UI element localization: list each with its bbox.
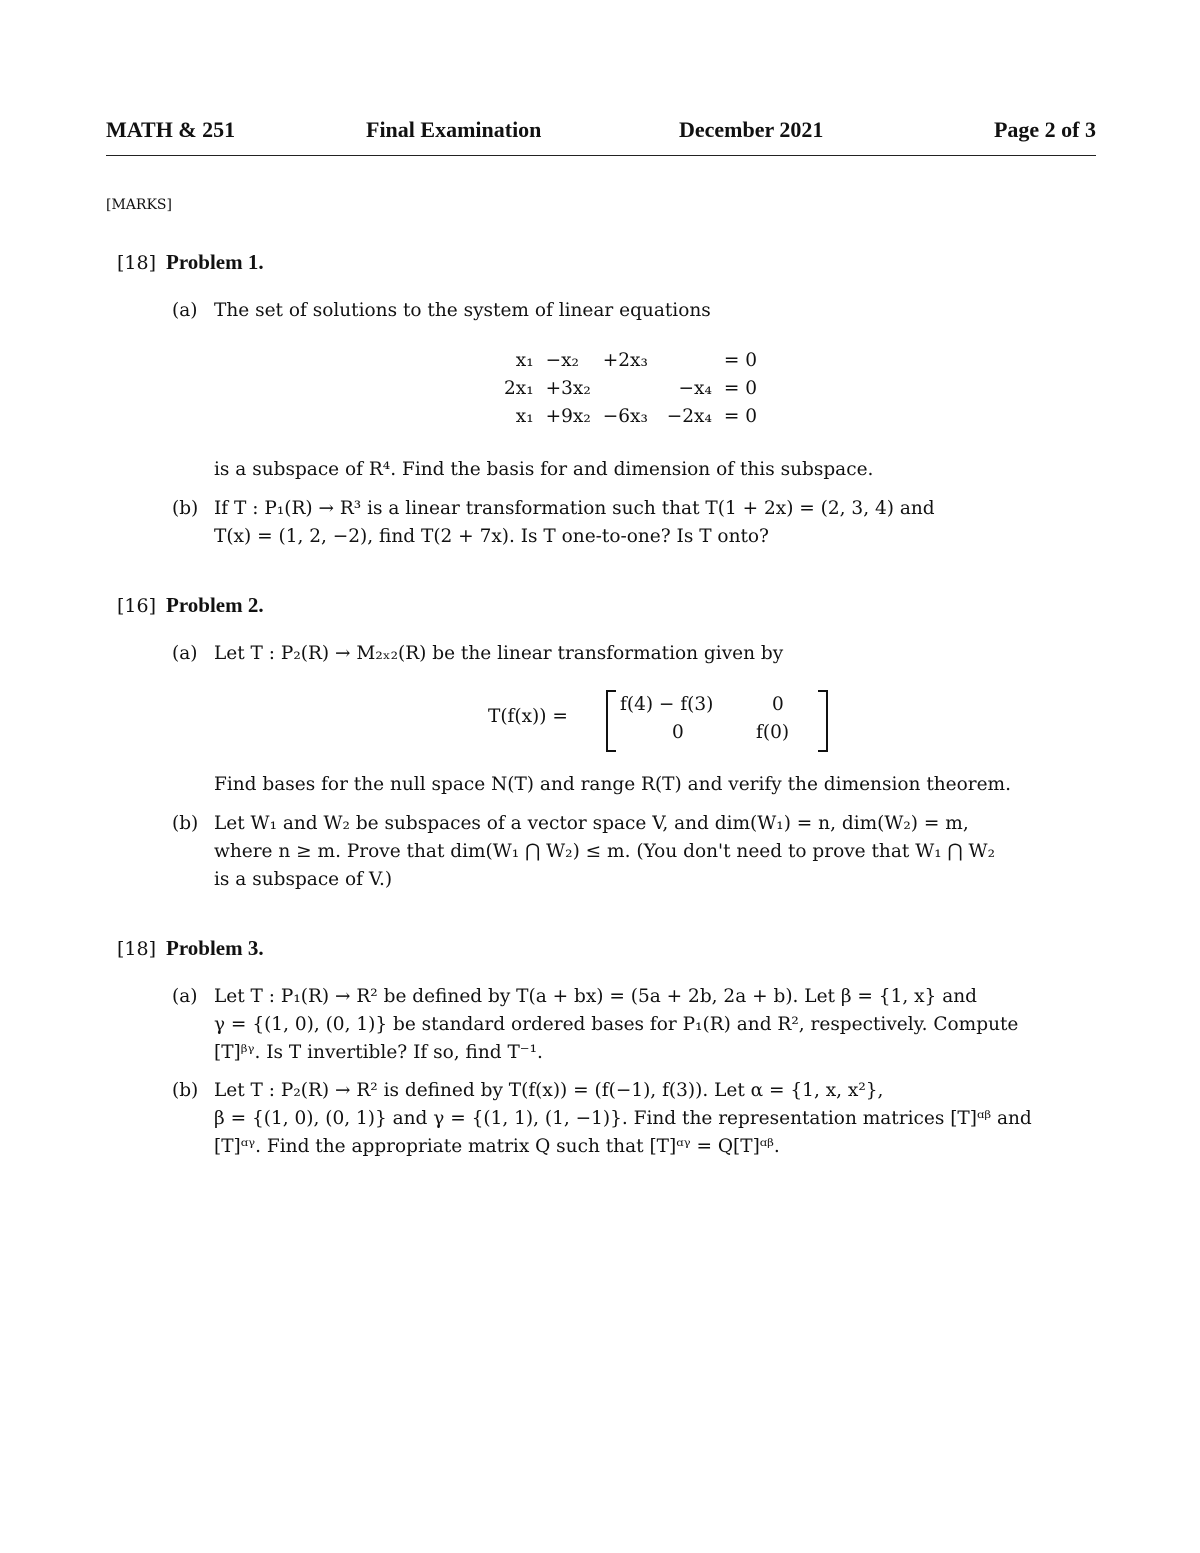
marks-label: [MARKS]: [106, 197, 172, 213]
term: = 0: [723, 405, 758, 427]
problem-2-marks: [16]: [117, 595, 157, 617]
matrix-cell: 0: [672, 722, 684, 743]
term: [597, 374, 654, 402]
problem-1a-conclusion: [172, 456, 1096, 484]
page-number: Page 2 of 3: [993, 117, 1096, 142]
term: [654, 346, 718, 374]
equation-row: [498, 402, 763, 430]
problem-3a-line-3: [T]ᵝᵞ. Is T invertible? If so, find T⁻¹.: [214, 1042, 543, 1063]
term: = 0: [723, 377, 758, 399]
term: 2x₁: [504, 377, 534, 399]
matrix-lhs: T(f(x)) =: [488, 706, 568, 727]
problem-1a-after: is a subspace of R⁴. Find the basis for and dimension of this subspace.: [214, 459, 874, 480]
part-label: (b): [172, 1080, 199, 1101]
term: +3x₂: [545, 377, 591, 399]
problem-3b-line-1: Let T : P₂(R) → R² is defined by T(f(x)) = (f(−1), f(3)). Let α = {1, x, x²},: [214, 1080, 884, 1101]
problem-3a-line-1: Let T : P₁(R) → R² be defined by T(a + bx) = (5a + 2b, 2a + b). Let β = {1, x} and: [214, 986, 977, 1007]
problem-1-heading: Problem 1.: [166, 250, 264, 274]
equation-row: [498, 374, 763, 402]
problem-2a-after: Find bases for the null space N(T) and range R(T) and verify the dimension theorem.: [214, 774, 1011, 795]
problem-3b-line-3: [T]ᵅᵞ. Find the appropriate matrix Q such that [T]ᵅᵞ = Q[T]ᵅᵝ.: [214, 1136, 780, 1157]
problem-1b: [172, 495, 1096, 551]
matrix-cell: 0: [772, 694, 784, 715]
problem-2a-conclusion: [172, 771, 1096, 799]
right-bracket: [818, 690, 828, 752]
problem-1a-intro: The set of solutions to the system of linear equations: [214, 300, 711, 321]
problem-3-heading: Problem 3.: [166, 936, 264, 960]
problem-2b-line-3: is a subspace of V.): [214, 869, 393, 890]
problem-3-marks: [18]: [117, 938, 157, 960]
exam-title: Final Examination: [366, 117, 542, 142]
problem-2b: [172, 810, 1096, 894]
header-rule: [106, 155, 1096, 156]
problem-3a-line-2: γ = {(1, 0), (0, 1)} be standard ordered bases for P₁(R) and R², respectively. Compute: [214, 1014, 1019, 1035]
term: x₁: [515, 349, 534, 371]
exam-date: December 2021: [679, 117, 824, 142]
problem-3a: [172, 983, 1096, 1067]
part-label: (a): [172, 643, 198, 664]
part-label: (a): [172, 986, 198, 1007]
problem-1-marks: [18]: [117, 252, 157, 274]
term: +2x₃: [602, 349, 648, 371]
problem-3-title: [117, 936, 264, 961]
term: −6x₃: [602, 405, 648, 427]
matrix-cell: f(4) − f(3): [620, 694, 714, 715]
problem-3b: [172, 1077, 1096, 1161]
problem-2a-intro: Let T : P₂(R) → M₂ₓ₂(R) be the linear transformation given by: [214, 643, 784, 664]
problem-1a: [172, 297, 1096, 325]
problem-2a: [172, 640, 1096, 668]
problem-2b-line-1: Let W₁ and W₂ be subspaces of a vector space V, and dim(W₁) = n, dim(W₂) = m,: [214, 813, 969, 834]
page-header: [106, 117, 1096, 147]
term: = 0: [723, 349, 758, 371]
term: −x₂: [545, 349, 579, 371]
term: x₁: [515, 405, 534, 427]
problem-2-heading: Problem 2.: [166, 593, 264, 617]
part-label: (b): [172, 498, 199, 519]
problem-2-title: [117, 593, 264, 618]
course-code: MATH & 251: [106, 117, 236, 142]
problem-1b-line-2: T(x) = (1, 2, −2), find T(2 + 7x). Is T one-to-one? Is T onto?: [214, 526, 769, 547]
problem-3b-line-2: β = {(1, 0), (0, 1)} and γ = {(1, 1), (1, −1)}. Find the representation matrices [T]ᵅᵝ and: [214, 1108, 1032, 1129]
problem-1-title: [117, 250, 264, 275]
term: −2x₄: [666, 405, 712, 427]
left-bracket: [606, 690, 616, 752]
problem-2b-line-2: where n ≥ m. Prove that dim(W₁ ⋂ W₂) ≤ m. (You don't need to prove that W₁ ⋂ W₂: [214, 841, 995, 862]
term: +9x₂: [545, 405, 591, 427]
part-label: (b): [172, 813, 199, 834]
part-label: (a): [172, 300, 198, 321]
equation-row: [498, 346, 763, 374]
matrix-cell: f(0): [756, 722, 790, 743]
problem-1b-line-1: If T : P₁(R) → R³ is a linear transformation such that T(1 + 2x) = (2, 3, 4) and: [214, 498, 935, 519]
term: −x₄: [678, 377, 712, 399]
linear-system: [498, 346, 763, 430]
